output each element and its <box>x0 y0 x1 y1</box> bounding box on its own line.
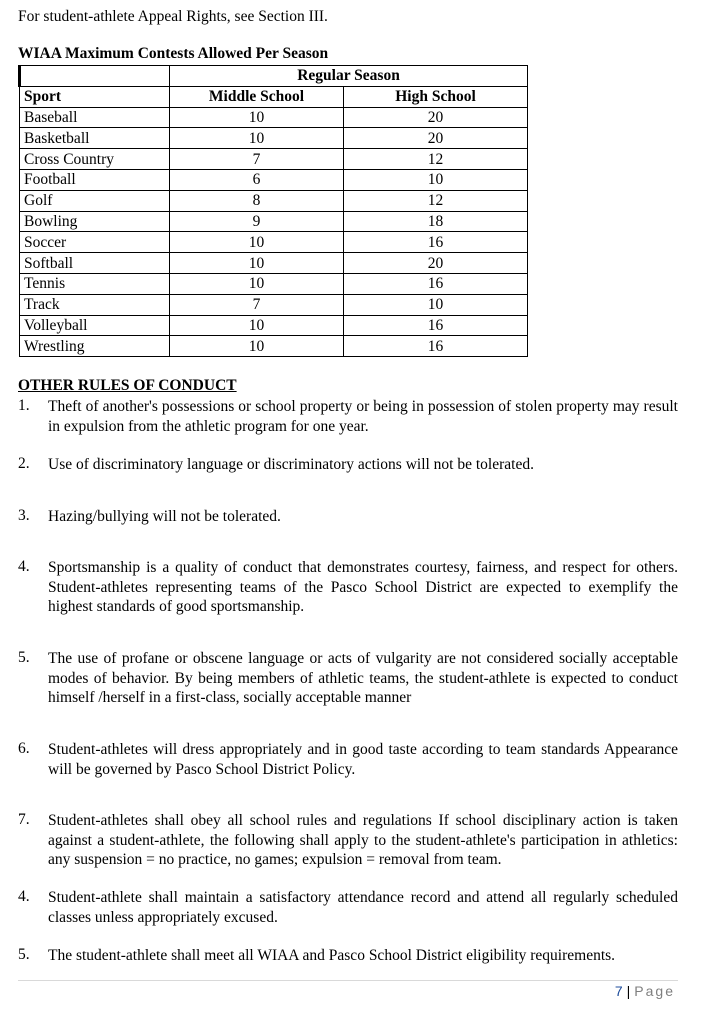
table-row <box>20 232 528 253</box>
cell-middle-school: 6 <box>170 169 344 190</box>
rule-text: The use of profane or obscene language or acts of vulgarity are not considered socially acceptable modes of behavior. By being members of athletic teams, the student-athlete is expected to conduct himself /herself in a first-class, socially acceptable manner <box>48 650 678 706</box>
page-separator: | <box>626 983 631 999</box>
rule-item <box>18 740 678 779</box>
page-footer <box>615 983 675 999</box>
rule-item <box>18 507 678 527</box>
cell-middle-school: 10 <box>170 336 344 357</box>
rule-text: Sportsmanship is a quality of conduct that demonstrates courtesy, fairness, and respect for others. Student-athletes representing teams of the Pasco School District are expected to exemplify the highest standards of good sportsmanship. <box>48 559 678 615</box>
rule-number: 2. <box>18 455 30 472</box>
cell-middle-school: 8 <box>170 190 344 211</box>
table-row <box>20 107 528 128</box>
cell-high-school: 20 <box>344 107 528 128</box>
rule-item <box>18 888 678 927</box>
rule-number: 6. <box>18 740 30 757</box>
cell-sport: Cross Country <box>20 149 170 170</box>
cell-sport: Soccer <box>20 232 170 253</box>
cell-sport: Wrestling <box>20 336 170 357</box>
rule-text: Theft of another's possessions or school property or being in possession of stolen property may result in expulsion from the athletic program for one year. <box>48 398 678 435</box>
rule-item <box>18 558 678 617</box>
cell-sport: Baseball <box>20 107 170 128</box>
rule-text: Student-athletes will dress appropriately and in good taste according to team standards Appearance will be governed by Pasco School District Policy. <box>48 741 678 778</box>
table-row <box>20 253 528 274</box>
cell-middle-school: 9 <box>170 211 344 232</box>
rule-number: 5. <box>18 649 30 666</box>
cell-high-school: 10 <box>344 294 528 315</box>
cell-high-school: 16 <box>344 315 528 336</box>
rule-item <box>18 455 678 475</box>
cell-high-school: 12 <box>344 190 528 211</box>
rule-text: Hazing/bullying will not be tolerated. <box>48 508 281 525</box>
cell-high-school: 16 <box>344 232 528 253</box>
cell-middle-school: 10 <box>170 253 344 274</box>
cell-sport: Volleyball <box>20 315 170 336</box>
table-header-blank <box>20 66 170 87</box>
cell-high-school: 16 <box>344 336 528 357</box>
table-header-row <box>20 86 528 107</box>
table-row <box>20 169 528 190</box>
table-row <box>20 294 528 315</box>
page-number: 7 <box>614 983 623 999</box>
cell-sport: Track <box>20 294 170 315</box>
cell-middle-school: 10 <box>170 128 344 149</box>
column-header-middle-school: Middle School <box>170 86 344 107</box>
table-row <box>20 273 528 294</box>
cell-middle-school: 7 <box>170 294 344 315</box>
table-row <box>20 149 528 170</box>
cell-high-school: 20 <box>344 128 528 149</box>
table-row <box>20 190 528 211</box>
footer-divider <box>18 980 678 981</box>
rule-number: 7. <box>18 811 30 828</box>
table-row <box>20 336 528 357</box>
cell-sport: Softball <box>20 253 170 274</box>
rule-item <box>18 397 678 436</box>
table-group-header: Regular Season <box>170 66 528 87</box>
intro-text: For student-athlete Appeal Rights, see Section III. <box>18 8 328 25</box>
rule-text: Use of discriminatory language or discriminatory actions will not be tolerated. <box>48 456 534 473</box>
rule-text: Student-athletes shall obey all school rules and regulations If school disciplinary action is taken against a student-athlete, the following shall apply to the student-athlete's participation in athletics: any suspension = no practice, no games; expulsion = removal from team. <box>48 812 678 868</box>
cell-middle-school: 10 <box>170 315 344 336</box>
cell-sport: Golf <box>20 190 170 211</box>
rule-number: 5. <box>18 946 30 963</box>
cell-middle-school: 10 <box>170 232 344 253</box>
rule-item <box>18 649 678 708</box>
rule-text: The student-athlete shall meet all WIAA and Pasco School District eligibility requirements. <box>48 947 616 964</box>
cell-middle-school: 10 <box>170 107 344 128</box>
contests-table <box>18 65 528 357</box>
rule-number: 1. <box>18 397 30 414</box>
rules-heading: OTHER RULES OF CONDUCT <box>18 377 237 394</box>
cell-middle-school: 10 <box>170 273 344 294</box>
column-header-high-school: High School <box>344 86 528 107</box>
table-row <box>20 315 528 336</box>
cell-sport: Tennis <box>20 273 170 294</box>
cell-high-school: 20 <box>344 253 528 274</box>
page-label: Page <box>634 983 675 999</box>
table-row <box>20 128 528 149</box>
column-header-sport: Sport <box>20 86 170 107</box>
cell-sport: Football <box>20 169 170 190</box>
cell-sport: Basketball <box>20 128 170 149</box>
rule-number: 4. <box>18 558 30 575</box>
rule-number: 3. <box>18 507 30 524</box>
cell-high-school: 18 <box>344 211 528 232</box>
rule-text: Student-athlete shall maintain a satisfactory attendance record and attend all regularly scheduled classes unless appropriately excused. <box>48 889 678 926</box>
cell-high-school: 12 <box>344 149 528 170</box>
rule-number: 4. <box>18 888 30 905</box>
table-title: WIAA Maximum Contests Allowed Per Season <box>18 45 329 62</box>
cell-sport: Bowling <box>20 211 170 232</box>
table-group-header-row <box>20 66 528 87</box>
rule-item <box>18 811 678 870</box>
cell-high-school: 10 <box>344 169 528 190</box>
rule-item <box>18 946 678 966</box>
cell-high-school: 16 <box>344 273 528 294</box>
table-row <box>20 211 528 232</box>
cell-middle-school: 7 <box>170 149 344 170</box>
